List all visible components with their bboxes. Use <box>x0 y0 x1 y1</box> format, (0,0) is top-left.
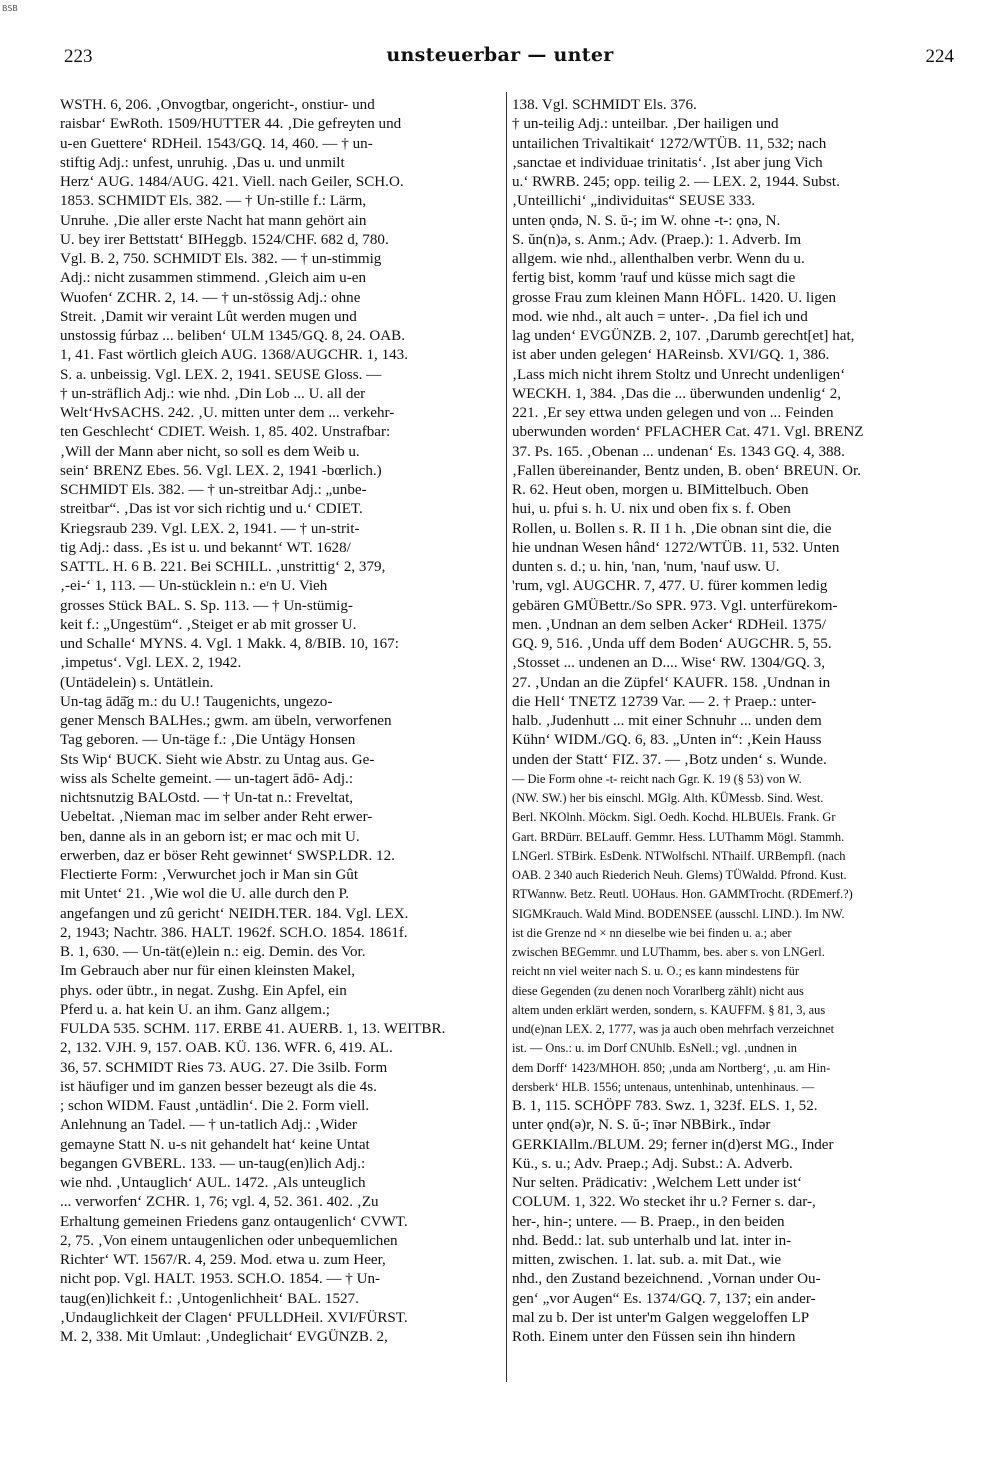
text-line: 221. ‚Er sey ettwa unden gelegen und von ... Feinden <box>512 405 834 421</box>
text-line: mal zu b. Der ist unter'm Galgen weggeloffen LP <box>512 1309 810 1326</box>
text-line: SIGMKrauch. Wald Mind. BODENSEE (ausschl. LIND.). Im NW. <box>512 906 845 921</box>
text-line: wiss als Schelte gemeint. — un-tagert ādō- Adj.: <box>60 770 354 787</box>
text-line: und(e)nan LEX. 2, 1777, was ja auch oben mehrfach verzeichnet <box>512 1022 835 1036</box>
text-line: ben, danne als in an geborn ist; er mac och mit U. <box>60 828 360 845</box>
text-line: altem unden erklärt werden, sondern, s. KAUFFM. § 81, 3, aus <box>512 1002 826 1017</box>
text-line: lag unden‘ EVGÜNZB. 2, 107. ‚Darumb gerecht[et] hat, <box>512 328 855 344</box>
text-line: mod. wie nhd., alt auch = unter-. ‚Da fiel ich und <box>512 308 808 325</box>
text-line: 1, 41. Fast wörtlich gleich AUG. 1368/AUGCHR. 1, 143. <box>60 347 408 364</box>
text-line: wie nhd. ‚Untauglich‘ AUL. 1472. ‚Als unteuglich <box>60 1175 366 1191</box>
text-line: reicht nn viel weiter nach S. u. O.; es kann mindestens für <box>512 964 799 979</box>
text-line: RTWannw. Betz. Reutl. UOHaus. Hon. GAMMTrocht. (RDEmerf.?) <box>512 887 853 902</box>
text-line: 2, 132. VJH. 9, 157. OAB. KÜ. 136. WFR. 6, 419. AL. <box>60 1040 393 1057</box>
text-line: U. bey irer Bettstatt‘ BIHeggb. 1524/CHF. 682 d, 780. <box>60 231 389 248</box>
text-line: halb. ‚Judenhutt ... mit einer Schnuhr ... unden dem <box>512 713 822 729</box>
text-line: raisbar‘ EwRoth. 1509/HUTTER 44. ‚Die gefreyten und <box>60 116 402 133</box>
text-line: Anlehnung an Tadel. — † un-tatlich Adj.: ‚Wider <box>60 1117 357 1134</box>
text-line: Herz‘ AUG. 1484/AUG. 421. Viell. nach Geiler, SCH.O. <box>60 174 404 190</box>
text-line: uberwunden worden‘ PFLACHER Cat. 471. Vgl. BRENZ <box>512 424 864 441</box>
text-line: Berl. NKOlnh. Möckm. Sigl. Oedh. Kochd. HLBUEls. Frank. Gr <box>512 810 836 825</box>
text-line: COLUM. 1, 322. Wo stecket ihr u.? Ferner s. dar-, <box>512 1194 816 1211</box>
text-line: † un-sträflich Adj.: wie nhd. ‚Din Lob ... U. all der <box>60 385 366 402</box>
text-line: sein‘ BRENZ Ebes. 56. Vgl. LEX. 2, 1941 -bœrlich.) <box>60 462 382 479</box>
text-line: ... verworfen‘ ZCHR. 1, 76; vgl. 4, 52. 361. 402. ‚Zu <box>60 1194 379 1211</box>
page-number-left: 223 <box>64 46 93 67</box>
text-line: Kriegsraub 239. Vgl. LEX. 2, 1941. — † un-strit- <box>60 520 360 537</box>
text-line: Kü., s. u.; Adv. Praep.; Adj. Subst.: A. Adverb. <box>512 1155 793 1172</box>
running-head: unsteuerbar — unter <box>386 44 614 66</box>
text-line: dem Dorff‘ 1423/MHOH. 850; ‚unda am Nortberg‘, ‚u. am Hin- <box>512 1060 831 1075</box>
text-line: gemayne Statt N. u-s nit gehandelt hat‘ keine Untat <box>60 1136 370 1153</box>
text-line: gebären GMÜBettr./So SPR. 973. Vgl. unterfürekom- <box>512 597 838 614</box>
text-line: (NW. SW.) her bis einschl. MGlg. Alth. KÜMessb. Sind. West. <box>512 791 824 805</box>
text-line: SATTL. H. 6 B. 221. Bei SCHILL. ‚unstrittig‘ 2, 379, <box>60 559 386 575</box>
text-line: FULDA 535. SCHM. 117. ERBE 41. AUERB. 1, 13. WEITBR. <box>60 1021 446 1037</box>
text-line: nichtsnutzig BALOstd. — † Un-tat n.: Freveltat, <box>60 790 354 806</box>
text-line: nicht pop. Vgl. HALT. 1953. SCH.O. 1854. — † Un- <box>60 1271 381 1288</box>
text-line: allgem. wie nhd., allenthalben verbr. Wenn du u. <box>512 251 805 267</box>
text-line: GERKIAllm./BLUM. 29; ferner in(d)erst MG., Inder <box>512 1136 834 1153</box>
text-line: ‚Fallen übereinander, Bentz unden, B. oben‘ BREUN. Or. <box>512 462 861 479</box>
right-column <box>512 96 950 1347</box>
text-line: nhd. Bedd.: lat. sub unterhalb und lat. inter in- <box>512 1232 792 1249</box>
text-line: B. 1, 630. — Un-tät(e)lein n.: eig. Demin. des Vor. <box>60 944 366 960</box>
text-line: OAB. 2 340 auch Riederich Neuh. Glems) TÜWaldd. Pfrond. Kust. <box>512 868 847 882</box>
text-line: 37. Ps. 165. ‚Obenan ... undenan‘ Es. 1343 GQ. 4, 388. <box>512 443 845 460</box>
text-line: taug(en)lichkeit f.: ‚Untogenlichheit‘ BAL. 1527. <box>60 1290 359 1307</box>
text-line: Richter‘ WT. 1567/R. 4, 259. Mod. etwa u. zum Heer, <box>60 1252 386 1268</box>
text-line: men. ‚Undnan an dem selben Acker‘ RDHeil. 1375/ <box>512 616 826 633</box>
text-line: untailichen Trivaltikait‘ 1272/WTÜB. 11, 532; nach <box>512 135 827 152</box>
text-line: angefangen und zû gericht‘ NEIDH.TER. 184. Vgl. LEX. <box>60 905 409 922</box>
text-line: 36, 57. SCHMIDT Ries 73. AUG. 27. Die 3silb. Form <box>60 1059 388 1076</box>
text-line: fertig bist, komm 'rauf und küsse mich sagt die <box>512 270 796 287</box>
text-line: unden der Statt‘ FIZ. 37. — ‚Botz unden‘ s. Wunde. <box>512 751 827 768</box>
text-line: Kühn‘ WIDM./GQ. 6, 83. „Unten in“: ‚Kein Hauss <box>512 732 822 749</box>
text-line: 2, 1943; Nachtr. 386. HALT. 1962f. SCH.O. 1854. 1861f. <box>60 924 408 941</box>
text-line: und Schalle‘ MYNS. 4. Vgl. 1 Makk. 4, 8/BIB. 10, 167: <box>60 636 399 652</box>
column-rule <box>506 92 507 1382</box>
text-line: Tag geboren. — Un-täge f.: ‚Die Untägy Honsen <box>60 732 356 749</box>
text-line: unstossig fúrbaz ... beliben‘ ULM 1345/GQ. 8, 24. OAB. <box>60 328 406 344</box>
text-line: ‚Will der Mann aber nicht, so soll es dem Weib u. <box>60 443 360 460</box>
text-line: SCHMIDT Els. 382. — † un-streitbar Adj.: „unbe- <box>60 482 367 498</box>
text-line: Erhaltung gemeinen Friedens ganz ontaugenlich‘ CVWT. <box>60 1213 408 1230</box>
text-line: gen‘ „vor Augen“ Es. 1374/GQ. 7, 137; ein ander- <box>512 1290 816 1307</box>
text-line: Un-tag ādā̆g m.: du U.! Taugenichts, ungezo- <box>60 693 333 710</box>
text-line: 'rum, vgl. AUGCHR. 7, 477. U. fürer kommen ledig <box>512 578 828 595</box>
text-line: M. 2, 338. Mit Umlaut: ‚Undeglichait‘ EVGÜNZB. 2, <box>60 1329 388 1345</box>
text-line: — Die Form ohne -t- reicht nach Ggr. K. 19 (§ 53) von W. <box>512 771 802 786</box>
text-line: 27. ‚Undan an die Züpfel‘ KAUFR. 158. ‚Undnan in <box>512 674 831 691</box>
text-line: Uebeltat. ‚Nieman mac im selber ander Reht erwer- <box>60 809 373 826</box>
text-line: stiftig Adj.: unfest, unruhig. ‚Das u. und unmilt <box>60 154 345 171</box>
text-line: Roth. Einem unter den Füssen sein ihn hindern <box>512 1329 796 1345</box>
text-line: Rollen, u. Bollen s. R. II 1 h. ‚Die obnan sint die, die <box>512 520 832 537</box>
text-line: grosses Stück BAL. S. Sp. 113. — † Un-stümig- <box>60 597 353 614</box>
text-line: LNGerl. STBirk. EsDenk. NTWolfschl. NThailf. URBempfl. (nach <box>512 848 846 863</box>
text-line: Wuofen‘ ZCHR. 2, 14. — † un-stössig Adj.: ohne <box>60 289 361 306</box>
text-line: S. ŭn(n)ə, s. Anm.; Adv. (Praep.): 1. Adverb. Im <box>512 231 802 248</box>
text-line: Adj.: nicht zusammen stimmend. ‚Gleich aim u-en <box>60 270 366 287</box>
text-line: Flectierte Form: ‚Verwurchet joch ir Man sin Gût <box>60 867 359 883</box>
text-line: ist. — Ons.: u. im Dorf CNUhlb. EsNell.; vgl. ‚undnen in <box>512 1041 797 1056</box>
text-line: Im Gebrauch aber nur für einen kleinsten Makel, <box>60 963 356 980</box>
text-line: keit f.: „Ungestüm“. ‚Steiget er ab mit grosser U. <box>60 616 357 633</box>
text-line: dersberk‘ HLB. 1556; untenaus, untenhinab, untenhinaus. — <box>512 1079 815 1094</box>
text-line: mitten, zwischen. 1. lat. sub. a. mit Dat., wie <box>512 1252 782 1268</box>
text-line: Streit. ‚Damit wir veraint Lût werden mugen und <box>60 308 357 325</box>
text-line: streitbar“. ‚Das ist vor sich richtig und u.‘ CDIET. <box>60 501 363 518</box>
text-line: ‚Undauglichkeit der Clagen‘ PFULLDHeil. XVI/FÜRST. <box>60 1309 408 1326</box>
text-line: ist die Grenze nd × nn dieselbe wie bei finden u. a.; aber <box>512 925 792 940</box>
text-line: Gart. BRDürr. BELauff. Gemmr. Hess. LUThamm Mögl. Stammh. <box>512 829 845 844</box>
text-line: Unruhe. ‚Die aller erste Nacht hat mann gehört ain <box>60 212 367 229</box>
text-line: her-, hin-; untere. — B. Praep., in den beiden <box>512 1213 785 1230</box>
text-line: u.‘ RWRB. 245; opp. teilig 2. — LEX. 2, 1944. Subst. <box>512 174 840 190</box>
text-line: ten Geschlecht‘ CDIET. Weish. 1, 85. 402. Unstrafbar: <box>60 424 391 441</box>
text-line: zwischen BEGemmr. und LUThamm, bes. aber s. von LNGerl. <box>512 945 825 959</box>
text-line: Pferd u. a. hat kein U. an ihm. Ganz allgem.; <box>60 1001 330 1018</box>
text-line: ‚Lass mich nicht ihrem Stoltz und Unrecht undenligen‘ <box>512 366 846 383</box>
text-line: Nur selten. Prädicativ: ‚Welchem Lett under ist‘ <box>512 1175 803 1191</box>
text-line: Vgl. B. 2, 750. SCHMIDT Els. 382. — † un-stimmig <box>60 251 382 267</box>
text-line: hie undnan Wesen hând‘ 1272/WTÜB. 11, 532. Unten <box>512 539 840 556</box>
text-line: R. 62. Heut oben, morgen u. BIMittelbuch. Oben <box>512 482 809 498</box>
text-line: ‚impetus‘. Vgl. LEX. 2, 1942. <box>60 655 242 672</box>
text-line: WSTH. 6, 206. ‚Onvogtbar, ongericht-, onstiur- und <box>60 97 375 113</box>
text-line: hui, u. pfui s. h. U. nix und oben fix s. f. Oben <box>512 501 791 518</box>
text-line: 2, 75. ‚Von einem untaugenlichen oder unbequemlichen <box>60 1232 398 1249</box>
text-line: ‚Stosset ... undenen an D.... Wise‘ RW. 1304/GQ. 3, <box>512 655 825 672</box>
text-line: mit Untet‘ 21. ‚Wie wol die U. alle durch den P. <box>60 886 350 903</box>
text-line: Sts Wip‘ BUCK. Sieht wie Abstr. zu Untag aus. Ge- <box>60 751 375 768</box>
text-line: begangen GVBERL. 133. — un-taug(en)lich Adj.: <box>60 1155 366 1172</box>
text-line: erwerben, daz er böser Reht gewinnet‘ SWSP.LDR. 12. <box>60 847 395 864</box>
text-line: phys. oder übtr., in negat. Zushg. Ein Apfel, ein <box>60 982 347 999</box>
text-line: nhd., den Zustand bezeichnend. ‚Vornan under Ou- <box>512 1271 821 1288</box>
text-line: dunten s. d.; u. hin, 'nan, 'num, 'nauf usw. U. <box>512 559 780 575</box>
text-line: WECKH. 1, 384. ‚Das die ... überwunden undenlig‘ 2, <box>512 385 842 402</box>
text-line: ; schon WIDM. Faust ‚untädlin‘. Die 2. Form viell. <box>60 1098 370 1114</box>
text-line: Welt‘HvSACHS. 242. ‚U. mitten unter dem ... verkehr- <box>60 405 395 421</box>
text-line: unter ǫnd(ə)r, N. S. ŭ-; īnər NBBirk., īndər <box>512 1117 771 1134</box>
text-line: diese Gegenden (zu denen noch Vorarlberg zählt) nicht aus <box>512 983 804 998</box>
text-line: 1853. SCHMIDT Els. 382. — † Un-stille f.: Lärm, <box>60 193 367 210</box>
text-line: GQ. 9, 516. ‚Unda uff dem Boden‘ AUGCHR. 5, 55. <box>512 636 832 652</box>
text-line: (Untädelein) s. Untätlein. <box>60 674 214 691</box>
text-line: ‚sanctae et individuae trinitatis‘. ‚Ist aber jung Vich <box>512 154 823 171</box>
text-line: S. a. unbeissig. Vgl. LEX. 2, 1941. SEUSE Gloss. — <box>60 366 382 383</box>
text-line: † un-teilig Adj.: unteilbar. ‚Der hailigen und <box>512 116 779 133</box>
text-line: ‚-ei-‘ 1, 113. — Un-stücklein n.: eʳn U. Vieh <box>60 578 328 595</box>
text-line: grosse Frau zum kleinen Mann HÖFL. 1420. U. ligen <box>512 289 837 306</box>
text-line: tig Adj.: dass. ‚Es ist u. und bekannt‘ WT. 1628/ <box>60 539 351 556</box>
library-stamp: BSB <box>2 4 18 13</box>
text-line: unten ǫndə, N. S. ŭ-; im W. ohne -t-: ǫnə, N. <box>512 212 781 229</box>
text-line: B. 1, 115. SCHÖPF 783. Swz. 1, 323f. ELS. 1, 52. <box>512 1098 818 1114</box>
text-line: gener Mensch BALHes.; gwm. am übeln, verworfenen <box>60 713 392 729</box>
text-line: ist häufiger und im ganzen besser bezeugt als die 4s. <box>60 1078 377 1095</box>
text-line: die Hell‘ TNETZ 12739 Var. — 2. † Praep.: unter- <box>512 693 817 710</box>
page-number-right: 224 <box>925 46 954 67</box>
text-line: 138. Vgl. SCHMIDT Els. 376. <box>512 97 697 113</box>
text-line: ‚Unteillichi‘ „individuitas“ SEUSE 333. <box>512 193 756 210</box>
left-column <box>60 96 502 1347</box>
text-line: ist aber unden gelegen‘ HAReinsb. XVI/GQ. 1, 386. <box>512 347 830 364</box>
text-line: u-en Guettere‘ RDHeil. 1543/GQ. 14, 460. — † un- <box>60 135 373 152</box>
